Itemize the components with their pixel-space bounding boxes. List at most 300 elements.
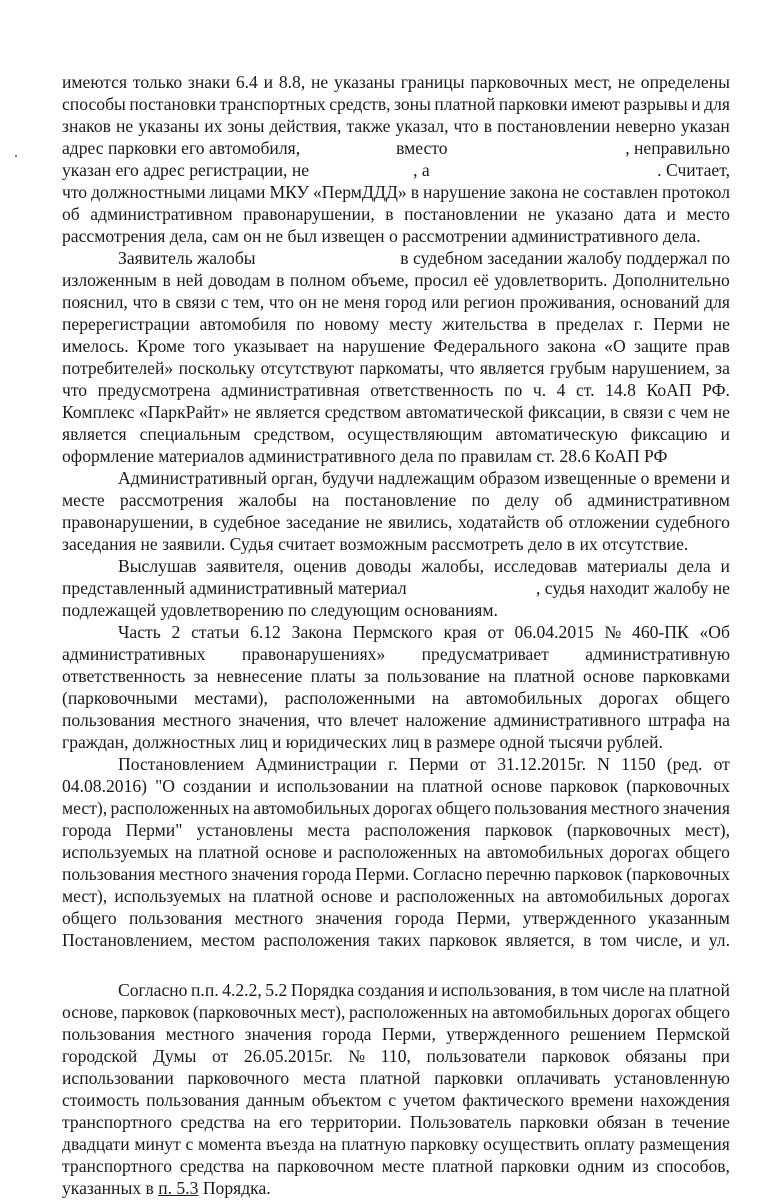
text-word: из <box>632 1156 649 1176</box>
text-word: пользования <box>62 1024 156 1044</box>
text-word: момента <box>197 1134 262 1154</box>
text-word: зоны <box>394 94 431 114</box>
text-word: от <box>212 1046 229 1066</box>
text-word: Перми, <box>456 908 511 928</box>
text-word: отсутствуют <box>260 358 354 378</box>
text-word: № <box>604 622 622 642</box>
text-word: дорогах <box>599 688 659 708</box>
scan-speck <box>15 155 17 157</box>
text-word: том <box>571 980 599 1000</box>
text-word: и <box>263 72 274 92</box>
text-word: пользования <box>494 798 588 818</box>
text-word: пользования <box>62 710 156 730</box>
text-line <box>62 1089 730 1111</box>
text-word: и <box>666 204 676 224</box>
text-line <box>62 797 730 819</box>
text-word: на <box>471 1002 489 1022</box>
text-word: пользования <box>128 908 223 928</box>
text-word: Перми <box>653 314 703 334</box>
text-word: 31.12.2015г. <box>497 754 586 774</box>
text-word: местами), <box>194 688 268 708</box>
text-word: Перми, <box>381 1024 436 1044</box>
text-word: (парковочными <box>62 688 178 708</box>
text-word: Федерального <box>433 336 540 356</box>
text-word: неверно <box>615 116 676 136</box>
text-segment: указанных в <box>62 1178 154 1198</box>
text-word: не <box>712 402 730 422</box>
text-word: значения <box>315 908 383 928</box>
text-line <box>62 929 730 951</box>
text-line <box>62 819 730 841</box>
text-line <box>62 907 730 929</box>
text-word: местного <box>590 798 660 818</box>
text-word: и <box>720 424 730 444</box>
text-word: поскольку <box>178 358 256 378</box>
text-segment: граждан, должностных лиц и юридических лиц в размере одной тысячи рублей. <box>62 732 663 752</box>
text-word: дорогах <box>612 1002 672 1022</box>
text-word: не <box>712 314 730 334</box>
text-word: для <box>704 94 730 114</box>
text-word: не <box>617 72 636 92</box>
text-segment: , неправильно <box>625 138 730 158</box>
text-segment: вместо <box>396 138 448 158</box>
text-word: что <box>132 292 158 312</box>
text-word: месте <box>62 490 105 510</box>
text-word: и <box>379 886 389 906</box>
text-word: постановлении <box>497 116 611 136</box>
text-word: удовлетворить. <box>494 270 608 290</box>
text-word: предусмотрена <box>97 380 211 400</box>
text-word: пределах <box>555 314 624 334</box>
text-word: парковок <box>484 820 553 840</box>
text-word: автомобильных <box>492 1002 609 1022</box>
text-line <box>62 313 730 335</box>
text-word: имелось. <box>62 336 129 356</box>
text-word: по <box>504 380 523 400</box>
text-word: проживания, <box>519 292 616 312</box>
text-word: основе <box>321 886 373 906</box>
text-line <box>62 1155 730 1177</box>
text-word: просил <box>414 270 468 290</box>
text-word: края <box>443 622 477 642</box>
text-word: оплату <box>584 1134 635 1154</box>
text-word: времени <box>653 468 717 488</box>
text-word: автоматическую <box>495 424 618 444</box>
text-word: правонарушении, <box>243 204 375 224</box>
text-word: отложении <box>568 512 650 532</box>
text-word: на <box>648 980 666 1000</box>
text-word: 06.04.2015 <box>514 622 594 642</box>
text-word: новому <box>324 314 380 334</box>
text-word: нарушением, <box>611 358 710 378</box>
text-word: «ПермДДД» <box>312 182 407 202</box>
text-word: в <box>162 270 171 290</box>
text-word: не <box>311 72 329 92</box>
text-word: по <box>471 490 490 510</box>
text-line <box>62 159 730 181</box>
text-word: и <box>322 842 333 862</box>
text-word: за <box>193 666 209 686</box>
text-word: расположенных <box>349 1002 468 1022</box>
text-word: минут <box>134 1134 181 1154</box>
text-line <box>62 863 730 885</box>
text-word: ответственность <box>370 380 494 400</box>
text-word: парковки <box>434 1068 503 1088</box>
text-line <box>118 555 730 577</box>
text-word: в <box>385 204 394 224</box>
text-word: том <box>599 930 627 950</box>
text-line <box>118 753 730 775</box>
text-word: на <box>312 490 330 510</box>
text-line <box>62 1111 730 1133</box>
text-word: образом <box>479 468 540 488</box>
text-word: используемых <box>114 886 222 906</box>
text-word: полном <box>289 270 346 290</box>
text-word: 14.8 <box>605 380 636 400</box>
text-word: на <box>232 798 250 818</box>
text-word: Постановлением, <box>62 930 193 950</box>
text-word: использовании <box>276 776 389 796</box>
text-word: мест), <box>62 886 108 906</box>
text-word: основе <box>490 776 543 796</box>
text-word: № <box>348 1046 366 1066</box>
text-line <box>118 467 730 489</box>
text-word: Пользователь <box>409 1112 512 1132</box>
text-word: «Об <box>699 622 730 642</box>
text-word: стоимость <box>62 1090 140 1110</box>
text-word: пользования <box>146 1090 240 1110</box>
text-word: защите <box>634 336 688 356</box>
text-word: способы <box>62 94 126 114</box>
text-word: транспортных <box>219 94 326 114</box>
text-word: N <box>597 754 610 774</box>
text-word: Пермского <box>352 622 433 642</box>
text-word: платной <box>198 842 260 862</box>
text-word: закона <box>547 336 596 356</box>
text-word: г. <box>633 314 644 334</box>
text-line <box>62 841 730 863</box>
text-word: рассмотрения <box>119 490 224 510</box>
text-word: является <box>62 424 127 444</box>
text-word: в <box>483 116 493 136</box>
text-word: регион <box>463 292 516 312</box>
text-segment: рассмотрения дела, сам он не был извещен о рассмотрении административного дела. <box>62 226 701 246</box>
text-word: постановки <box>129 94 216 114</box>
text-word: пользования <box>62 864 156 884</box>
text-word: утвержденного <box>446 1024 560 1044</box>
text-word: по <box>296 314 315 334</box>
text-segment: , а <box>413 160 430 180</box>
text-word: связи <box>623 402 664 422</box>
text-word: указанным <box>648 908 730 928</box>
text-word: на <box>316 336 335 356</box>
text-word: данным <box>246 1090 305 1110</box>
text-word: местом <box>200 930 256 950</box>
text-word: дела <box>677 556 711 576</box>
text-word: с <box>220 292 229 312</box>
text-word: Перми. <box>355 864 410 884</box>
text-word: грубым <box>549 358 607 378</box>
text-segment: , судья находит жалобу не <box>535 578 730 598</box>
text-word: 04.08.2016) <box>62 776 148 796</box>
redacted-gap <box>430 159 520 181</box>
text-word: при <box>702 1046 730 1066</box>
text-line <box>62 445 730 467</box>
text-line <box>62 577 730 599</box>
text-word: пользователи <box>426 1046 527 1066</box>
text-word: используемых <box>62 842 169 862</box>
text-word: указал, <box>395 116 449 136</box>
text-word: территории. <box>310 1112 402 1132</box>
text-word: на <box>712 710 730 730</box>
text-segment: адрес парковки его автомобиля, <box>62 138 301 158</box>
text-word: указаны <box>138 116 200 136</box>
text-word: расположения <box>263 930 370 950</box>
text-word: явились, <box>388 512 453 532</box>
text-line <box>62 1177 730 1199</box>
text-word: месте <box>381 1156 425 1176</box>
text-word: оплачивать <box>516 1068 601 1088</box>
text-word: места <box>302 1068 346 1088</box>
text-word: числе, <box>635 930 683 950</box>
text-word: общего <box>436 798 491 818</box>
text-word: Администрации <box>255 754 377 774</box>
text-word: значения, <box>238 710 310 730</box>
text-word: меня <box>343 292 381 312</box>
text-word: таких <box>378 930 421 950</box>
text-word: что <box>449 358 475 378</box>
text-word: автомобильных <box>546 886 664 906</box>
text-word: определены <box>640 72 730 92</box>
text-word: расположенными <box>284 688 416 708</box>
text-word: о <box>640 468 650 488</box>
text-word: городской <box>62 1046 138 1066</box>
text-segment: Порядка. <box>202 1178 271 1198</box>
text-word: административном <box>587 490 730 510</box>
redacted-gap <box>448 137 546 159</box>
text-line <box>62 643 730 665</box>
text-word: фактического <box>462 1090 564 1110</box>
text-word: платной <box>432 1156 494 1176</box>
text-word: границы <box>400 72 465 92</box>
text-word: на <box>253 1112 271 1132</box>
text-word: Согласно <box>118 980 188 1000</box>
text-word: создании <box>183 776 252 796</box>
text-word: на <box>488 666 506 686</box>
text-word: или <box>431 292 459 312</box>
text-segment: представленный административный материал <box>62 578 407 598</box>
text-word: обязаны <box>625 1046 687 1066</box>
text-word: фиксации, <box>528 402 606 422</box>
text-line <box>62 137 730 159</box>
text-word: значения <box>662 798 730 818</box>
text-word: платную <box>341 1134 406 1154</box>
text-word: размещения <box>639 1134 730 1154</box>
text-word: не <box>562 182 580 202</box>
text-word: разрывы <box>623 94 688 114</box>
text-word: парковок <box>121 1002 190 1022</box>
link-paragraph-5-3[interactable]: п. 5.3 <box>158 1178 199 1198</box>
text-word: ст. <box>576 380 595 400</box>
text-word: создания <box>357 980 425 1000</box>
text-word: за <box>363 666 379 686</box>
text-word: Административный <box>118 468 267 488</box>
text-word: штрафа <box>648 710 706 730</box>
text-word: 4 <box>556 380 566 400</box>
text-word: от <box>713 754 730 774</box>
text-segment: оформление материалов административного дела по правилам ст. 28.6 КоАП РФ <box>62 446 668 466</box>
text-word: что <box>317 710 343 730</box>
text-word: 8.8, <box>278 72 306 92</box>
text-word: течение <box>671 1112 730 1132</box>
text-word: (парковочных <box>626 864 730 884</box>
text-word: парковочном <box>277 1156 374 1176</box>
text-word: фиксацию <box>630 424 708 444</box>
text-word: на <box>319 1134 337 1154</box>
text-word: от <box>469 754 486 774</box>
text-line <box>118 621 730 643</box>
text-word: (ред. <box>666 754 703 774</box>
text-word: п.п. <box>191 980 219 1000</box>
text-word: числе <box>602 980 645 1000</box>
text-word: лицами <box>209 182 266 202</box>
text-word: специальным <box>139 424 241 444</box>
text-line <box>62 885 730 907</box>
text-word: его <box>278 1112 303 1132</box>
text-word: автомобиля <box>199 314 287 334</box>
text-word: Пермской <box>656 1024 730 1044</box>
text-word: расположенных <box>338 842 458 862</box>
text-word: постановление <box>344 490 457 510</box>
text-word: объектом <box>311 1090 382 1110</box>
text-word: действия, <box>269 116 342 136</box>
text-segment: Заявитель жалобы <box>118 248 256 268</box>
text-word: парковок <box>541 1046 610 1066</box>
text-word: Выслушав <box>118 556 197 576</box>
text-word: изложенным <box>62 270 158 290</box>
text-word: закона <box>509 182 559 202</box>
text-word: в <box>537 314 546 334</box>
text-word: и <box>720 556 730 576</box>
text-word: объеме, <box>351 270 409 290</box>
text-word: в <box>610 402 619 422</box>
text-word: Кроме <box>136 336 185 356</box>
text-word: транспортного <box>62 1112 172 1132</box>
text-word: что <box>62 380 88 400</box>
text-word: 4.2.2, <box>222 980 262 1000</box>
text-word: постановлении <box>404 204 518 224</box>
text-word: на <box>174 842 193 862</box>
text-word: только <box>132 72 183 92</box>
text-word: установлены <box>196 820 294 840</box>
text-word: административную <box>585 644 730 664</box>
text-word: в <box>654 1112 664 1132</box>
text-word: парковочных <box>470 72 569 92</box>
text-word: ней <box>176 270 203 290</box>
text-word: связи <box>175 292 216 312</box>
text-line <box>62 269 730 291</box>
text-word: платной <box>669 980 730 1000</box>
text-word: материалы <box>586 556 668 576</box>
text-word: местного <box>234 908 304 928</box>
text-word: на <box>228 886 246 906</box>
text-word: парковочного <box>187 1068 290 1088</box>
text-word: установленную <box>613 1068 730 1088</box>
text-word: обязан <box>596 1112 647 1132</box>
text-word: на <box>396 776 414 796</box>
text-word: в <box>410 182 420 202</box>
text-word: пояснил, <box>62 292 128 312</box>
text-word: правонарушениях» <box>241 644 386 664</box>
text-word: на <box>463 842 481 862</box>
text-word: за <box>715 358 730 378</box>
text-line <box>62 511 730 533</box>
text-word: об <box>62 204 80 224</box>
text-line <box>62 1023 730 1045</box>
text-line <box>62 335 730 357</box>
text-word: парковок <box>550 776 619 796</box>
text-line <box>62 203 730 225</box>
text-line <box>62 687 730 709</box>
text-word: основе <box>582 666 635 686</box>
text-word: решением <box>570 1024 646 1044</box>
text-word: 2 <box>171 622 181 642</box>
text-word: автомобильных <box>465 688 583 708</box>
text-word: с <box>388 1090 397 1110</box>
text-word: "О <box>155 776 175 796</box>
text-word: заявителя, <box>206 556 284 576</box>
text-word: города <box>322 1024 372 1044</box>
text-line <box>62 1045 730 1067</box>
text-word: расположенных <box>110 798 230 818</box>
text-word: ч. <box>532 380 547 400</box>
text-word: средством <box>324 402 402 422</box>
text-line <box>62 71 730 93</box>
text-word: доводам <box>208 270 271 290</box>
text-word: он <box>298 292 317 312</box>
text-word: Постановлением <box>118 754 245 774</box>
text-word: дорогах <box>670 886 730 906</box>
text-word: имеют <box>570 94 620 114</box>
text-line <box>62 93 730 115</box>
text-word: города <box>394 908 445 928</box>
text-line <box>62 401 730 423</box>
text-word: не <box>527 204 546 224</box>
text-word: парковок <box>429 930 498 950</box>
text-line <box>62 489 730 511</box>
text-word: оценив <box>293 556 347 576</box>
text-word: парковки <box>498 94 568 114</box>
text-word: города <box>62 820 112 840</box>
text-word: платной <box>434 94 496 114</box>
text-word: парковку <box>410 1134 479 1154</box>
text-word: не <box>116 116 134 136</box>
text-word: и <box>691 94 701 114</box>
text-word: дорогах <box>373 798 433 818</box>
text-word: въезда <box>266 1134 315 1154</box>
text-segment: указан его адрес регистрации, не <box>62 160 310 180</box>
text-word: основе <box>265 842 317 862</box>
text-word: двадцати <box>62 1134 130 1154</box>
text-word: в <box>199 512 208 532</box>
redacted-gap <box>300 137 396 159</box>
text-word: 26.05.2015г. <box>243 1046 333 1066</box>
text-word: и <box>259 776 269 796</box>
text-word: РФ. <box>702 380 730 400</box>
text-word: наложение <box>405 710 487 730</box>
text-word: нарушение <box>423 182 506 202</box>
text-word: одним <box>577 1156 625 1176</box>
